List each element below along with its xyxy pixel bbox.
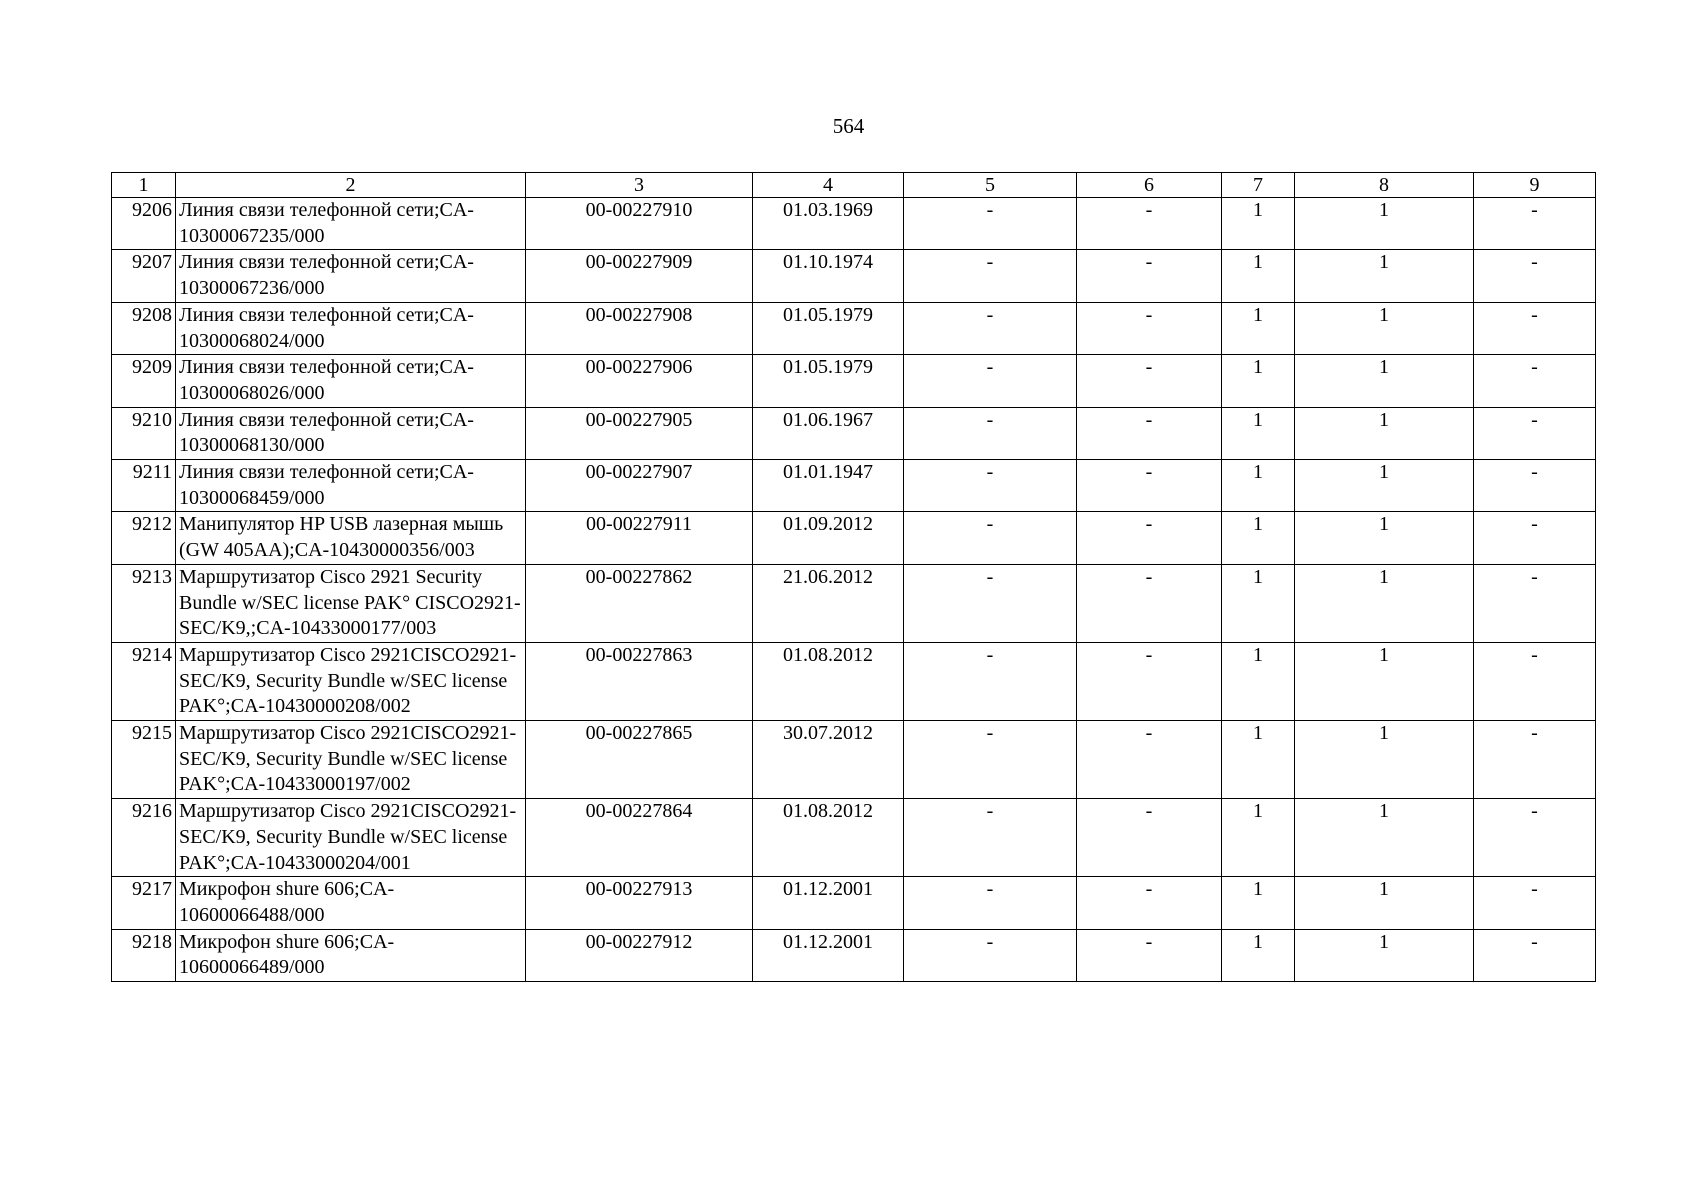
cell-asset-name: Маршрутизатор Cisco 2921CISCO2921-SEC/K9, Security Bundle w/SEC license PAK°;CA-10430000208/002 [176, 642, 526, 720]
cell-col8: 1 [1295, 929, 1474, 981]
cell-col5: - [904, 799, 1077, 877]
cell-date: 01.05.1979 [753, 302, 904, 354]
table-row [112, 407, 1596, 459]
cell-date: 01.12.2001 [753, 877, 904, 929]
column-header-7: 7 [1222, 173, 1295, 198]
table-body [112, 198, 1596, 982]
cell-row-number: 9212 [112, 512, 176, 564]
table-header [112, 173, 1596, 198]
cell-asset-name: Линия связи телефонной сети;CA-10300067235/000 [176, 198, 526, 250]
cell-date: 01.03.1969 [753, 198, 904, 250]
cell-date: 01.06.1967 [753, 407, 904, 459]
column-header-3: 3 [526, 173, 753, 198]
cell-inventory-code: 00-00227907 [526, 460, 753, 512]
table-row [112, 564, 1596, 642]
cell-date: 01.12.2001 [753, 929, 904, 981]
cell-row-number: 9217 [112, 877, 176, 929]
cell-col5: - [904, 721, 1077, 799]
cell-date: 21.06.2012 [753, 564, 904, 642]
cell-date: 01.08.2012 [753, 799, 904, 877]
cell-col6: - [1077, 302, 1222, 354]
cell-inventory-code: 00-00227909 [526, 250, 753, 302]
cell-inventory-code: 00-00227908 [526, 302, 753, 354]
cell-inventory-code: 00-00227864 [526, 799, 753, 877]
cell-col5: - [904, 564, 1077, 642]
cell-date: 01.01.1947 [753, 460, 904, 512]
cell-col5: - [904, 877, 1077, 929]
cell-inventory-code: 00-00227905 [526, 407, 753, 459]
cell-asset-name: Маршрутизатор Cisco 2921CISCO2921-SEC/K9, Security Bundle w/SEC license PAK°;CA-10433000197/002 [176, 721, 526, 799]
table-row [112, 460, 1596, 512]
cell-col7: 1 [1222, 250, 1295, 302]
cell-col6: - [1077, 642, 1222, 720]
cell-col9: - [1474, 302, 1596, 354]
table-row [112, 877, 1596, 929]
column-header-9: 9 [1474, 173, 1596, 198]
table-row [112, 302, 1596, 354]
column-header-4: 4 [753, 173, 904, 198]
cell-row-number: 9213 [112, 564, 176, 642]
cell-col6: - [1077, 564, 1222, 642]
cell-col5: - [904, 198, 1077, 250]
inventory-table [111, 172, 1596, 982]
cell-row-number: 9214 [112, 642, 176, 720]
cell-col6: - [1077, 799, 1222, 877]
cell-asset-name: Маршрутизатор Cisco 2921 Security Bundle w/SEC license PAK° CISCO2921-SEC/K9,;CA-10433000177/003 [176, 564, 526, 642]
table-row [112, 355, 1596, 407]
cell-col8: 1 [1295, 877, 1474, 929]
cell-col6: - [1077, 877, 1222, 929]
cell-col9: - [1474, 877, 1596, 929]
cell-col9: - [1474, 407, 1596, 459]
column-header-1: 1 [112, 173, 176, 198]
cell-col8: 1 [1295, 460, 1474, 512]
cell-inventory-code: 00-00227863 [526, 642, 753, 720]
cell-col6: - [1077, 721, 1222, 799]
cell-row-number: 9209 [112, 355, 176, 407]
page-number: 564 [832, 114, 865, 138]
cell-inventory-code: 00-00227910 [526, 198, 753, 250]
cell-col6: - [1077, 407, 1222, 459]
cell-col9: - [1474, 355, 1596, 407]
cell-row-number: 9215 [112, 721, 176, 799]
cell-inventory-code: 00-00227911 [526, 512, 753, 564]
cell-date: 01.08.2012 [753, 642, 904, 720]
cell-asset-name: Микрофон shure 606;CA-10600066489/000 [176, 929, 526, 981]
cell-asset-name: Линия связи телефонной сети;CA-10300068130/000 [176, 407, 526, 459]
cell-col6: - [1077, 512, 1222, 564]
cell-col7: 1 [1222, 877, 1295, 929]
cell-col8: 1 [1295, 642, 1474, 720]
cell-date: 30.07.2012 [753, 721, 904, 799]
cell-col9: - [1474, 642, 1596, 720]
cell-asset-name: Линия связи телефонной сети;CA-10300067236/000 [176, 250, 526, 302]
cell-col6: - [1077, 355, 1222, 407]
cell-col6: - [1077, 460, 1222, 512]
cell-col8: 1 [1295, 355, 1474, 407]
cell-col5: - [904, 407, 1077, 459]
cell-col8: 1 [1295, 799, 1474, 877]
cell-col5: - [904, 250, 1077, 302]
table-row [112, 642, 1596, 720]
cell-col7: 1 [1222, 302, 1295, 354]
table-row [112, 799, 1596, 877]
cell-col9: - [1474, 512, 1596, 564]
cell-col8: 1 [1295, 512, 1474, 564]
cell-date: 01.05.1979 [753, 355, 904, 407]
cell-col6: - [1077, 250, 1222, 302]
cell-asset-name: Линия связи телефонной сети;CA-10300068024/000 [176, 302, 526, 354]
cell-col5: - [904, 512, 1077, 564]
cell-col7: 1 [1222, 799, 1295, 877]
cell-col8: 1 [1295, 721, 1474, 799]
cell-col7: 1 [1222, 198, 1295, 250]
cell-date: 01.09.2012 [753, 512, 904, 564]
cell-col8: 1 [1295, 250, 1474, 302]
cell-row-number: 9216 [112, 799, 176, 877]
cell-col9: - [1474, 721, 1596, 799]
column-header-5: 5 [904, 173, 1077, 198]
cell-col8: 1 [1295, 564, 1474, 642]
column-header-2: 2 [176, 173, 526, 198]
table-row [112, 721, 1596, 799]
cell-inventory-code: 00-00227865 [526, 721, 753, 799]
cell-col9: - [1474, 564, 1596, 642]
cell-col9: - [1474, 929, 1596, 981]
table-row [112, 512, 1596, 564]
cell-col7: 1 [1222, 929, 1295, 981]
cell-col7: 1 [1222, 355, 1295, 407]
column-header-8: 8 [1295, 173, 1474, 198]
cell-asset-name: Линия связи телефонной сети;CA-10300068459/000 [176, 460, 526, 512]
cell-row-number: 9207 [112, 250, 176, 302]
cell-col8: 1 [1295, 198, 1474, 250]
cell-row-number: 9210 [112, 407, 176, 459]
cell-col7: 1 [1222, 721, 1295, 799]
cell-inventory-code: 00-00227862 [526, 564, 753, 642]
cell-col7: 1 [1222, 642, 1295, 720]
cell-col5: - [904, 929, 1077, 981]
cell-col5: - [904, 302, 1077, 354]
cell-asset-name: Линия связи телефонной сети;CA-10300068026/000 [176, 355, 526, 407]
cell-col7: 1 [1222, 512, 1295, 564]
cell-col9: - [1474, 198, 1596, 250]
cell-col7: 1 [1222, 407, 1295, 459]
header-row [112, 173, 1596, 198]
cell-inventory-code: 00-00227912 [526, 929, 753, 981]
column-header-6: 6 [1077, 173, 1222, 198]
cell-col6: - [1077, 198, 1222, 250]
cell-col7: 1 [1222, 460, 1295, 512]
table-row [112, 250, 1596, 302]
cell-col8: 1 [1295, 302, 1474, 354]
cell-asset-name: Микрофон shure 606;CA-10600066488/000 [176, 877, 526, 929]
cell-col5: - [904, 642, 1077, 720]
cell-row-number: 9218 [112, 929, 176, 981]
cell-inventory-code: 00-00227913 [526, 877, 753, 929]
cell-asset-name: Манипулятор HP USB лазерная мышь (GW 405AA);CA-10430000356/003 [176, 512, 526, 564]
cell-col7: 1 [1222, 564, 1295, 642]
cell-date: 01.10.1974 [753, 250, 904, 302]
cell-col5: - [904, 355, 1077, 407]
cell-col9: - [1474, 250, 1596, 302]
cell-col9: - [1474, 799, 1596, 877]
cell-row-number: 9206 [112, 198, 176, 250]
cell-row-number: 9211 [112, 460, 176, 512]
cell-col6: - [1077, 929, 1222, 981]
cell-col5: - [904, 460, 1077, 512]
cell-asset-name: Маршрутизатор Cisco 2921CISCO2921-SEC/K9, Security Bundle w/SEC license PAK°;CA-10433000204/001 [176, 799, 526, 877]
table-row [112, 929, 1596, 981]
table-row [112, 198, 1596, 250]
cell-row-number: 9208 [112, 302, 176, 354]
cell-col8: 1 [1295, 407, 1474, 459]
cell-inventory-code: 00-00227906 [526, 355, 753, 407]
cell-col9: - [1474, 460, 1596, 512]
